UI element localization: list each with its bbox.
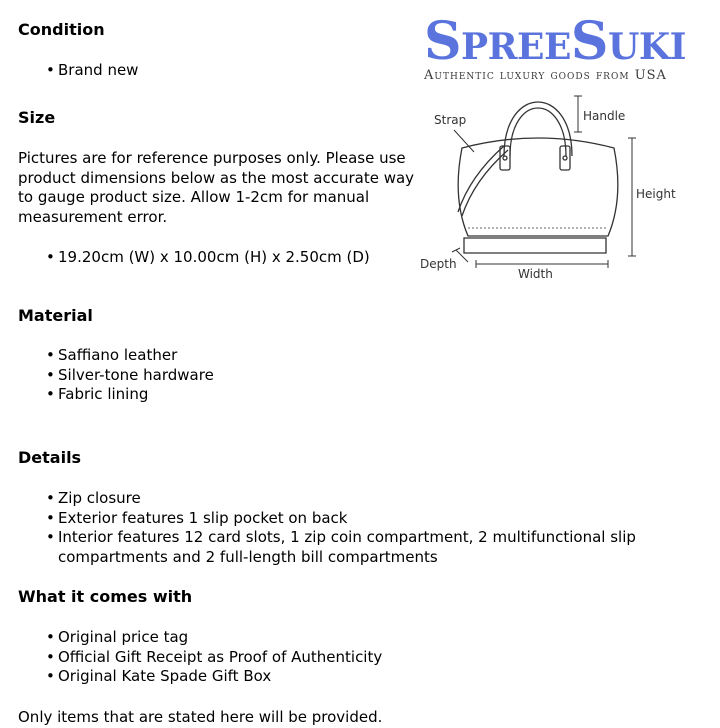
list-item: • Original Kate Spade Gift Box: [46, 667, 382, 687]
label-width: Width: [518, 267, 553, 281]
material-list: [46, 346, 214, 405]
size-list: [46, 248, 370, 268]
brand-name: SpreeSuki: [424, 11, 686, 72]
heading-size: Size: [18, 108, 56, 127]
list-item: • Silver-tone hardware: [46, 366, 214, 386]
details-list: [46, 489, 718, 567]
list-item: • Exterior features 1 slip pocket on back: [46, 509, 718, 529]
list-item: • Interior features 12 card slots, 1 zip coin compartment, 2 multifunctional slip compartments and 2 full-length bill compartments: [46, 528, 718, 567]
label-height: Height: [636, 187, 676, 201]
comes-with-list: [46, 628, 382, 687]
list-item: • Official Gift Receipt as Proof of Authenticity: [46, 648, 382, 668]
list-item: • Fabric lining: [46, 385, 214, 405]
label-handle: Handle: [583, 109, 626, 123]
heading-condition: Condition: [18, 20, 105, 39]
brand-logo: [424, 11, 720, 86]
size-disclaimer: Pictures are for reference purposes only. Please use product dimensions below as the most accurate way to gauge product size. Allow 1-2cm for manual measurement error.: [18, 149, 415, 226]
heading-comes-with: What it comes with: [18, 587, 193, 606]
condition-list: [46, 61, 138, 81]
label-depth: Depth: [420, 257, 457, 271]
label-strap: Strap: [434, 113, 467, 127]
list-item: • Saffiano leather: [46, 346, 214, 366]
list-item: • Zip closure: [46, 489, 718, 509]
included-items-note: Only items that are stated here will be provided.: [18, 708, 383, 726]
heading-details: Details: [18, 448, 82, 467]
list-item: • 19.20cm (W) x 10.00cm (H) x 2.50cm (D): [46, 248, 370, 268]
heading-material: Material: [18, 306, 93, 325]
bag-dimension-diagram: [412, 88, 712, 288]
list-item: • Original price tag: [46, 628, 382, 648]
brand-tagline: Authentic luxury goods from USA: [424, 68, 667, 83]
list-item: • Brand new: [46, 61, 138, 81]
